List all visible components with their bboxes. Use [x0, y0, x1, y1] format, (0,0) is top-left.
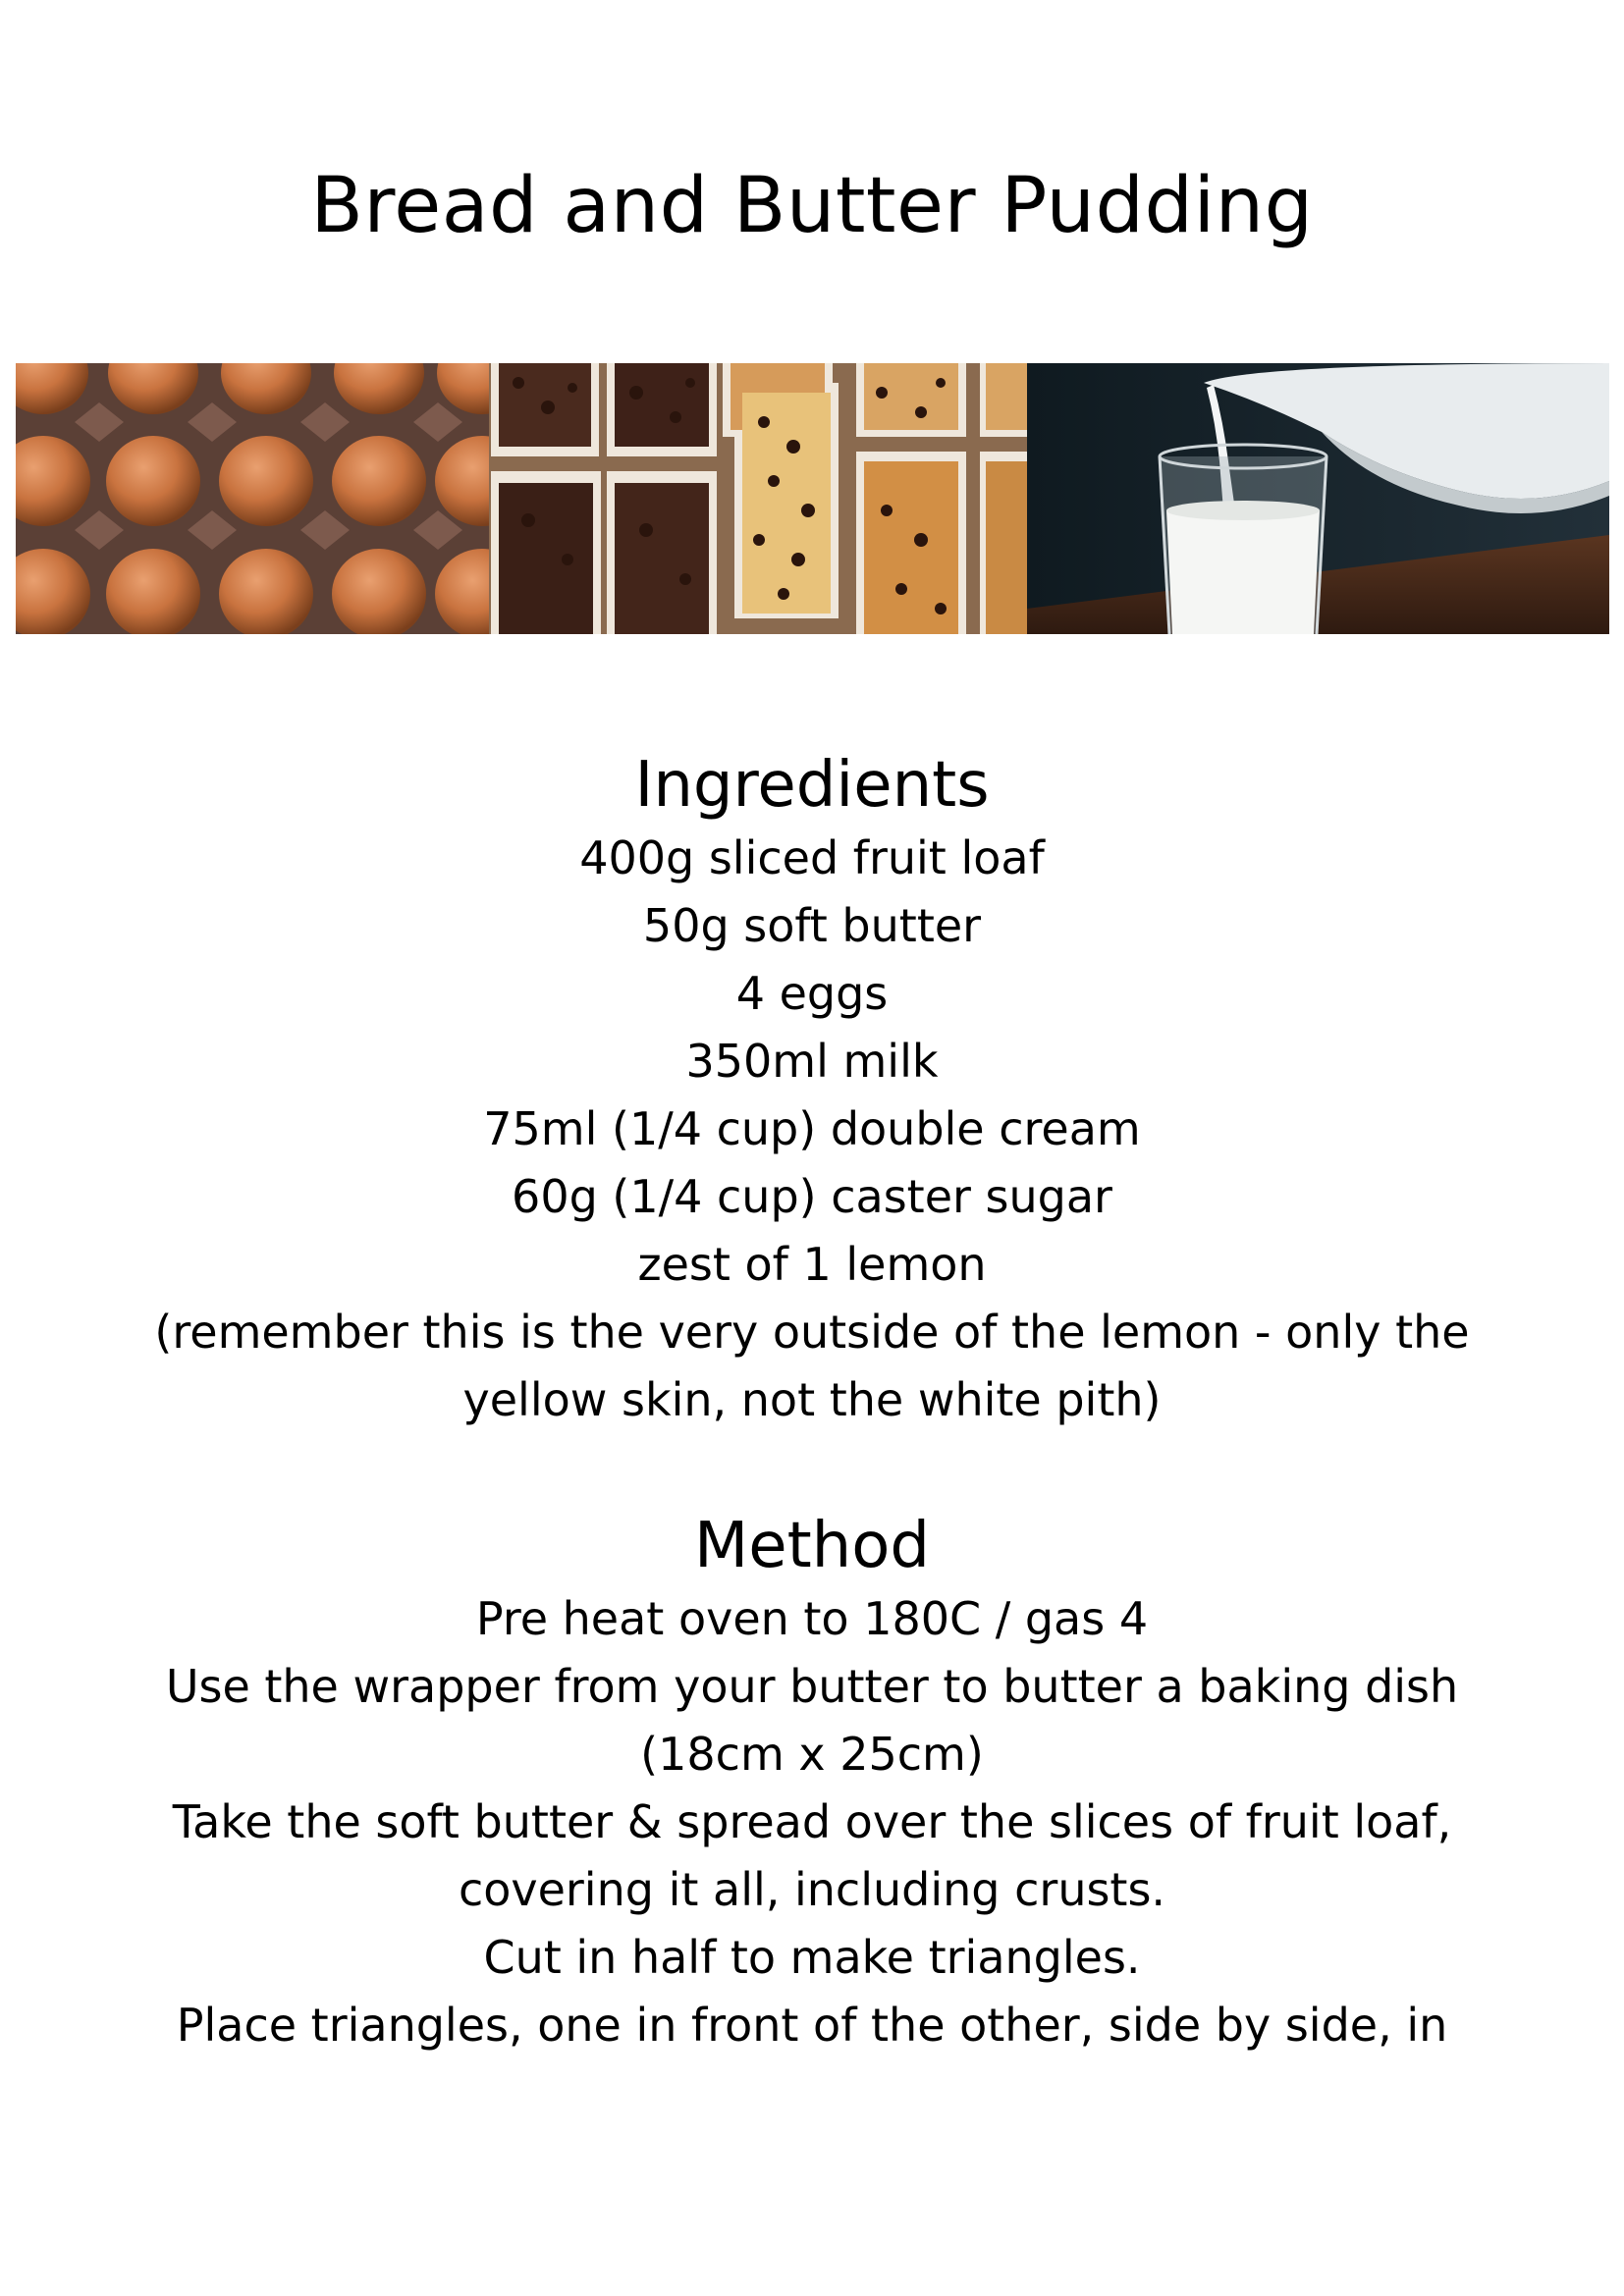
ingredient-line: 75ml (1/4 cup) double cream [483, 1102, 1141, 1155]
method-line: Place triangles, one in front of the other, side by side, in [176, 1999, 1448, 2052]
method-line: Take the soft butter & spread over the slices of fruit loaf, [172, 1795, 1452, 1848]
ingredient-line: zest of 1 lemon [637, 1238, 987, 1291]
photo-strip [16, 363, 1609, 634]
ingredient-line: 4 eggs [735, 967, 889, 1020]
method-line: covering it all, including crusts. [458, 1863, 1166, 1916]
fruit-loaves-photo [489, 363, 1027, 634]
method-line: Cut in half to make triangles. [483, 1931, 1141, 1984]
milk-pouring-photo [1027, 363, 1609, 634]
ingredient-line: 350ml milk [685, 1035, 939, 1088]
method-line: Use the wrapper from your butter to butter a baking dish [165, 1660, 1459, 1713]
ingredient-line: 400g sliced fruit loaf [579, 831, 1045, 884]
ingredient-note-line: (remember this is the very outside of the lemon - only the [154, 1306, 1470, 1359]
method-section [0, 1507, 1624, 2059]
method-line: (18cm x 25cm) [640, 1728, 984, 1781]
method-steps [0, 1585, 1624, 2059]
ingredient-line: 50g soft butter [642, 899, 982, 952]
ingredients-list [0, 825, 1624, 1434]
ingredients-heading: Ingredients [634, 749, 990, 822]
page-title: Bread and Butter Pudding [310, 162, 1314, 250]
ingredient-line: 60g (1/4 cup) caster sugar [512, 1170, 1112, 1223]
method-line: Pre heat oven to 180C / gas 4 [475, 1592, 1149, 1645]
ingredient-note-line: yellow skin, not the white pith) [462, 1373, 1162, 1426]
eggs-tray-photo [16, 363, 489, 634]
method-heading: Method [693, 1510, 931, 1582]
ingredients-section [0, 746, 1624, 1434]
